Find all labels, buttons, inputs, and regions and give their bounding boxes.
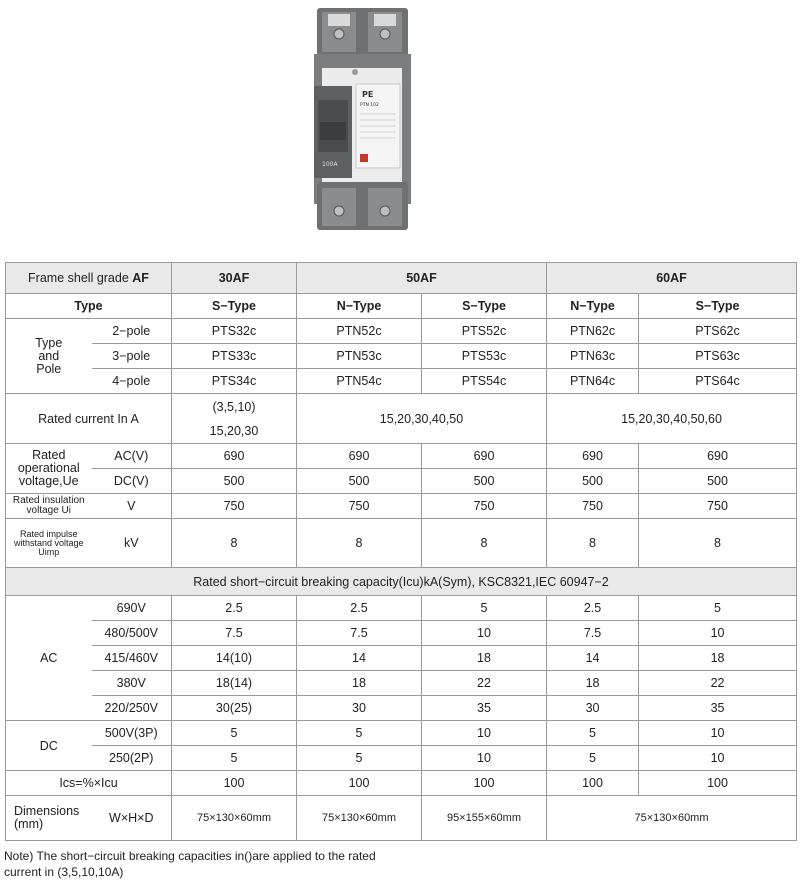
model-cell: PTS64c xyxy=(639,369,797,394)
value-cell: 10 xyxy=(639,621,797,646)
dimensions-30af: 75×130×60mm xyxy=(172,796,297,841)
value-cell: 30 xyxy=(297,696,422,721)
value-cell: 18(14) xyxy=(172,671,297,696)
voltage-label: 690V xyxy=(92,596,172,621)
label-line: operational xyxy=(17,461,80,475)
model-cell: PTS33c xyxy=(172,344,297,369)
value-cell: 100 xyxy=(547,771,639,796)
breaking-ac-row xyxy=(6,596,797,621)
value-cell: 22 xyxy=(639,671,797,696)
value-cell: 2.5 xyxy=(297,596,422,621)
value-cell: 5 xyxy=(547,746,639,771)
value-cell: 10 xyxy=(422,746,547,771)
rated-current-50af: 15,20,30,40,50 xyxy=(297,394,547,444)
ics-label: Ics=%×Icu xyxy=(6,771,172,796)
dimensions-50af-n: 75×130×60mm xyxy=(297,796,422,841)
value-cell: 690 xyxy=(639,444,797,469)
rated-current-30af xyxy=(172,394,297,444)
value-cell: 14 xyxy=(547,646,639,671)
value-cell: 35 xyxy=(639,696,797,721)
value-cell: 750 xyxy=(422,494,547,519)
operational-voltage-label xyxy=(6,444,92,494)
label-line: (mm) xyxy=(14,817,44,831)
pole-row xyxy=(6,319,797,344)
frame-grade-header xyxy=(6,263,172,294)
value-cell: 18 xyxy=(297,671,422,696)
value-cell: 10 xyxy=(422,621,547,646)
value-cell: 2.5 xyxy=(547,596,639,621)
value-cell: 18 xyxy=(547,671,639,696)
voltage-label: 415/460V xyxy=(92,646,172,671)
frame-grade-label: Frame shell grade xyxy=(28,271,129,285)
voltage-label: 220/250V xyxy=(92,696,172,721)
value-cell: 100 xyxy=(639,771,797,796)
frame-grade-unit: AF xyxy=(132,271,149,285)
current-rating-label: 100A xyxy=(322,161,338,168)
value-cell: 18 xyxy=(422,646,547,671)
breaking-ac-row xyxy=(6,621,797,646)
label-line: voltage,Ue xyxy=(18,474,79,488)
value-cell: 690 xyxy=(297,444,422,469)
value-cell: 10 xyxy=(639,721,797,746)
label-line: Dimensions xyxy=(14,804,80,818)
value-cell: 100 xyxy=(422,771,547,796)
value-cell: 5 xyxy=(422,596,547,621)
voltage-label: 250(2P) xyxy=(92,746,172,771)
value-cell: 2.5 xyxy=(172,596,297,621)
value-cell: 690 xyxy=(422,444,547,469)
voltage-ac-row xyxy=(6,444,797,469)
value-cell: 500 xyxy=(422,469,547,494)
type-cell: S−Type xyxy=(422,294,547,319)
breaking-ac-row xyxy=(6,696,797,721)
pole-label: 2−pole xyxy=(92,319,172,344)
label-line: Pole xyxy=(36,361,62,376)
value-cell: 8 xyxy=(547,519,639,568)
model-cell: PTS54c xyxy=(422,369,547,394)
pole-label: 3−pole xyxy=(92,344,172,369)
breaking-capacity-title: Rated short−circuit breaking capacity(Icu)kA(Sym), KSC8321,IEC 60947−2 xyxy=(6,568,797,596)
value-cell: 100 xyxy=(297,771,422,796)
brand-mark: PE xyxy=(362,90,374,99)
value-cell: 7.5 xyxy=(297,621,422,646)
value-cell: 18 xyxy=(639,646,797,671)
dimensions-60af: 75×130×60mm xyxy=(547,796,797,841)
type-row xyxy=(6,294,797,319)
voltage-label: 500V(3P) xyxy=(92,721,172,746)
label-line: Rated insulation xyxy=(12,495,85,506)
value-cell: 750 xyxy=(547,494,639,519)
dimensions-label xyxy=(6,796,92,841)
pole-label: 4−pole xyxy=(92,369,172,394)
type-label: Type xyxy=(6,294,172,319)
insulation-row xyxy=(6,494,797,519)
footnote xyxy=(4,848,376,880)
model-cell: PTN63c xyxy=(547,344,639,369)
value-cell: 750 xyxy=(172,494,297,519)
value-cell: 750 xyxy=(297,494,422,519)
value-cell: 690 xyxy=(547,444,639,469)
model-cell: PTS62c xyxy=(639,319,797,344)
header-row xyxy=(6,263,797,294)
label-line: voltage Ui xyxy=(26,505,71,516)
ics-row xyxy=(6,771,797,796)
value-cell: 8 xyxy=(172,519,297,568)
model-cell: PTN62c xyxy=(547,319,639,344)
pole-row xyxy=(6,369,797,394)
value-cell: 500 xyxy=(297,469,422,494)
impulse-unit: kV xyxy=(92,519,172,568)
dc-voltage-label: DC(V) xyxy=(92,469,172,494)
breaking-dc-row xyxy=(6,721,797,746)
impulse-label xyxy=(6,519,92,568)
value-cell: 30(25) xyxy=(172,696,297,721)
model-label: PTN 102 xyxy=(360,103,379,108)
af60-header: 60AF xyxy=(547,263,797,294)
value-cell: 5 xyxy=(547,721,639,746)
value-cell: 10 xyxy=(422,721,547,746)
insulation-label xyxy=(6,494,92,519)
type-cell: S−Type xyxy=(639,294,797,319)
type-cell: S−Type xyxy=(172,294,297,319)
dimensions-50af-s: 95×155×60mm xyxy=(422,796,547,841)
value-cell: 14 xyxy=(297,646,422,671)
ac-group-label: AC xyxy=(6,596,92,721)
dc-group-label: DC xyxy=(6,721,92,771)
breaking-ac-row xyxy=(6,671,797,696)
label-line: Type xyxy=(35,335,63,350)
value-cell: 5 xyxy=(172,746,297,771)
model-cell: PTS32c xyxy=(172,319,297,344)
value-cell: 10 xyxy=(639,746,797,771)
breaking-dc-row xyxy=(6,746,797,771)
value-cell: 22 xyxy=(422,671,547,696)
value-cell: 690 xyxy=(172,444,297,469)
voltage-dc-row xyxy=(6,469,797,494)
model-cell: PTN54c xyxy=(297,369,422,394)
type-cell: N−Type xyxy=(547,294,639,319)
value-cell: 5 xyxy=(297,746,422,771)
insulation-unit: V xyxy=(92,494,172,519)
value-cell: 7.5 xyxy=(547,621,639,646)
value-cell: 750 xyxy=(639,494,797,519)
model-cell: PTN52c xyxy=(297,319,422,344)
voltage-label: 380V xyxy=(92,671,172,696)
model-cell: PTS52c xyxy=(422,319,547,344)
label-line: and xyxy=(38,348,60,363)
type-cell: N−Type xyxy=(297,294,422,319)
value-cell: 500 xyxy=(639,469,797,494)
value-cell: 500 xyxy=(172,469,297,494)
model-cell: PTS63c xyxy=(639,344,797,369)
rated-current-label: Rated current In A xyxy=(6,394,172,444)
value-cell: 5 xyxy=(172,721,297,746)
value-cell: 7.5 xyxy=(172,621,297,646)
model-cell: PTN64c xyxy=(547,369,639,394)
impulse-row xyxy=(6,519,797,568)
model-cell: PTN53c xyxy=(297,344,422,369)
pole-row xyxy=(6,344,797,369)
value-cell: 8 xyxy=(422,519,547,568)
value-cell: 5 xyxy=(639,596,797,621)
af50-header: 50AF xyxy=(297,263,547,294)
value-cell: 5 xyxy=(297,721,422,746)
rated-current-row xyxy=(6,394,797,444)
footnote-line: Note) The short−circuit breaking capacities in()are applied to the rated xyxy=(4,849,376,863)
rated-current-30af-line2: 15,20,30 xyxy=(209,423,259,438)
model-cell: PTS34c xyxy=(172,369,297,394)
label-line: Rated xyxy=(32,448,66,462)
dimensions-unit: W×H×D xyxy=(92,796,172,841)
breaking-ac-row xyxy=(6,646,797,671)
af30-header: 30AF xyxy=(172,263,297,294)
value-cell: 8 xyxy=(639,519,797,568)
value-cell: 8 xyxy=(297,519,422,568)
type-and-pole-label xyxy=(6,319,92,394)
voltage-label: 480/500V xyxy=(92,621,172,646)
value-cell: 500 xyxy=(547,469,639,494)
dimensions-row xyxy=(6,796,797,841)
spec-table xyxy=(5,262,797,841)
value-cell: 30 xyxy=(547,696,639,721)
ac-voltage-label: AC(V) xyxy=(92,444,172,469)
circuit-breaker-image xyxy=(300,6,425,234)
breaking-capacity-header-row xyxy=(6,568,797,596)
rated-current-30af-line1: (3,5,10) xyxy=(212,399,256,414)
model-cell: PTS53c xyxy=(422,344,547,369)
value-cell: 14(10) xyxy=(172,646,297,671)
rated-current-60af: 15,20,30,40,50,60 xyxy=(547,394,797,444)
value-cell: 35 xyxy=(422,696,547,721)
value-cell: 100 xyxy=(172,771,297,796)
label-line: withstand voltage Uimp xyxy=(13,537,84,557)
label-line: Rated impulse xyxy=(19,528,78,539)
footnote-line: current in (3,5,10,10A) xyxy=(4,865,124,879)
